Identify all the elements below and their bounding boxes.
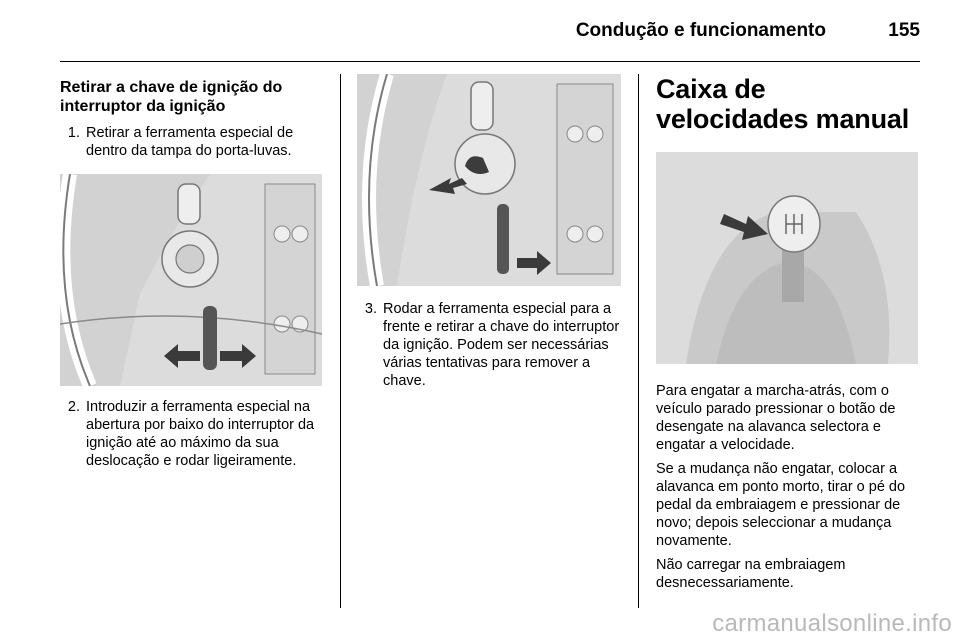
section-heading: Caixa de velocidades manual: [656, 74, 910, 134]
step-item: [357, 300, 623, 390]
watermark: carmanualsonline.info: [712, 610, 952, 637]
column-2: [357, 74, 623, 390]
page-header: [60, 14, 920, 50]
step-item: [60, 124, 324, 160]
key-removal-figure: [357, 74, 621, 286]
body-paragraph: Não carregar na embraiagem desnecessariamente.: [656, 557, 846, 591]
step-text: Rodar a ferramenta especial para a frente e retirar a chave do interruptor da ignição. Podem ser necessárias várias tentativas para remover a chave.: [383, 301, 620, 389]
body-paragraph: Para engatar a marcha-atrás, com o veículo parado pressionar o botão de desengate na alavanca selectora e engatar a velocidade.: [656, 383, 896, 453]
step-number: 2.: [67, 399, 80, 415]
body-paragraph: Se a mudança não engatar, colocar a alavanca em ponto morto, tirar o pé do pedal da embraiagem e pressionar de novo; depois seleccionar a mudança novamente.: [656, 461, 906, 549]
column-divider: [638, 74, 639, 608]
ignition-switch-figure: [60, 174, 322, 386]
header-title: Condução e funcionamento: [575, 20, 826, 41]
step-text: Retirar a ferramenta especial de dentro da tampa do porta-luvas.: [86, 125, 294, 159]
column-1: [60, 74, 324, 470]
column-divider: [340, 74, 341, 608]
step-number: 3.: [364, 301, 377, 317]
header-rule: [60, 61, 920, 62]
step-number: 1.: [67, 125, 80, 141]
gear-lever-figure: [656, 152, 918, 364]
column-3: [656, 74, 920, 598]
step-item: [60, 398, 324, 470]
step-text: Introduzir a ferramenta especial na abertura por baixo do interruptor da ignição até ao máximo da sua deslocação e rodar ligeiramente.: [86, 399, 315, 469]
section-subheading: Retirar a chave de ignição do interruptor da ignição: [60, 79, 283, 115]
page-number: 155: [888, 20, 920, 41]
